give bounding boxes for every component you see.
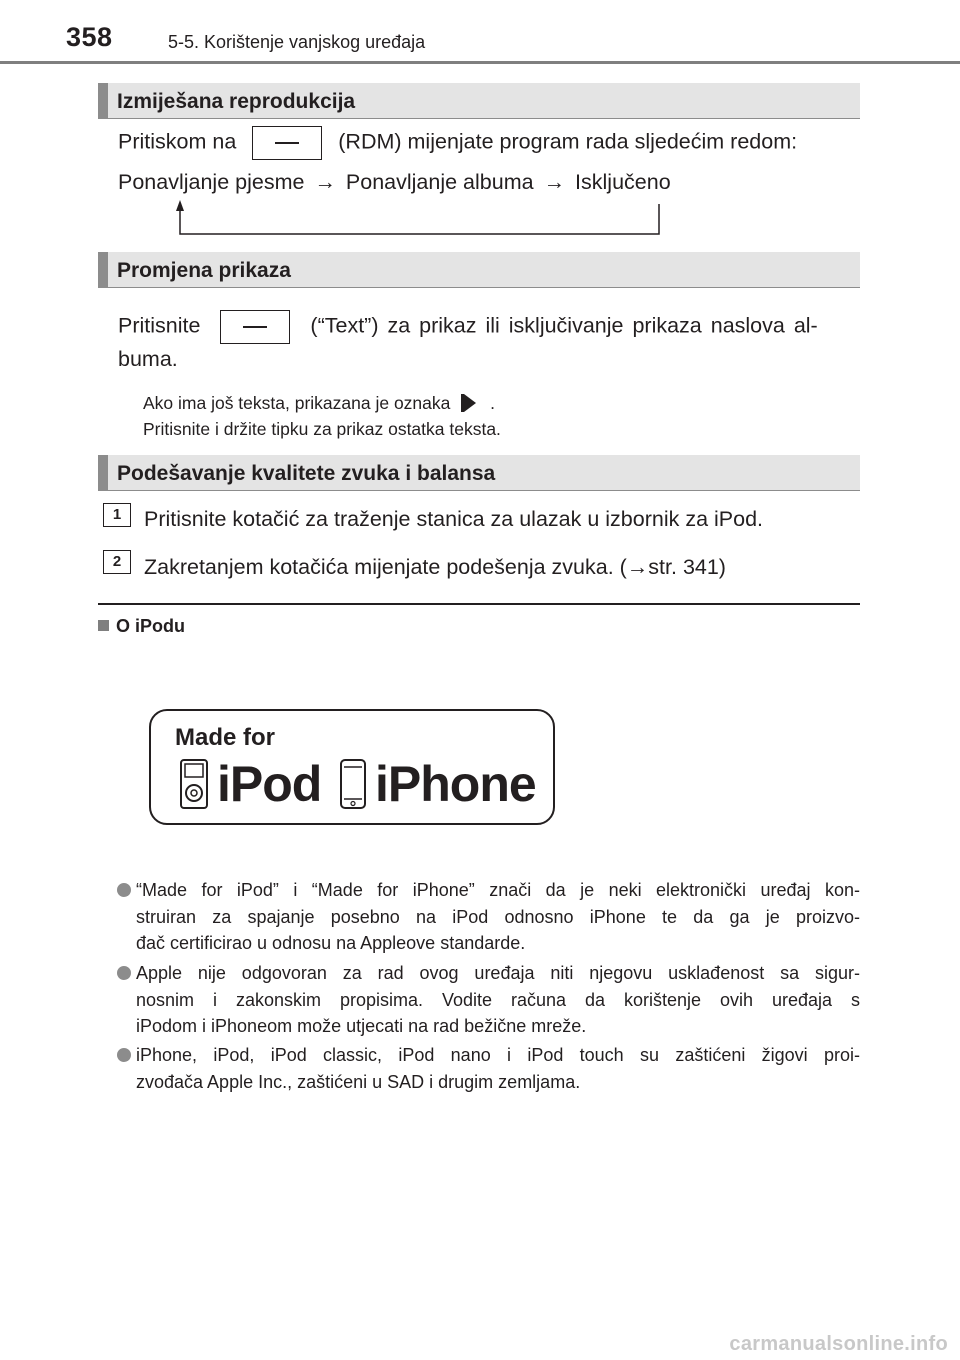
about-bullet-2: [136, 960, 860, 1040]
display-instruction-cont: buma.: [118, 347, 178, 371]
display-instruction-pre: Pritisnite: [118, 313, 201, 338]
iphone-device-icon: [339, 758, 367, 810]
made-for-ipod-iphone-logo: [149, 709, 555, 825]
bullet-dot-icon: [117, 966, 131, 980]
watermark: carmanualsonline.info: [729, 1333, 948, 1355]
about-bullet-3-line: iPhone, iPod, iPod classic, iPod nano i iPod touch su zaštićeni žigovi proi-: [136, 1045, 860, 1065]
shuffle-sequence: [118, 168, 671, 196]
rdm-key-icon: [252, 126, 322, 160]
logo-iphone: iPhone: [375, 756, 536, 812]
about-bullet-1-line: “Made for iPod” i “Made for iPhone” znači da je neki elektronički uređaj kon-: [136, 880, 860, 900]
display-note-1-post: .: [490, 393, 496, 413]
chapter-title: 5-5. Korištenje vanjskog uređaja: [168, 32, 426, 52]
step-number-1: 1: [103, 503, 131, 527]
sequence-arrow-icon: →: [314, 170, 336, 194]
about-bullet-2-line: nosnim i zakonskim propisima. Vodite računa da korištenje ovih uređaja s: [136, 989, 860, 1010]
about-ipod-heading-label: O iPodu: [116, 616, 185, 636]
section-heading-display: [98, 252, 860, 288]
sequence-arrow-icon: →: [543, 170, 566, 194]
shuffle-instruction: [118, 126, 797, 160]
display-note-1: [143, 392, 495, 414]
about-bullet-2-line: Apple nije odgovoran za rad ovog uređaja niti njegovu usklađenost sa sigur-: [136, 963, 860, 983]
about-bullet-1-line: struiran za spajanje posebno na iPod odnosno iPhone te da ga je proizvo-: [136, 906, 860, 927]
section-heading-display-label: Promjena prikaza: [117, 259, 291, 282]
step-1-text: Pritisnite kotačić za traženje stanica za ulazak u izbornik za iPod.: [144, 507, 764, 531]
ipod-device-icon: [179, 758, 209, 810]
logo-ipod: iPod: [217, 756, 322, 812]
logo-made-for: Made for: [175, 724, 276, 751]
section-divider: [98, 603, 860, 605]
shuffle-instruction-pre: Pritiskom na: [118, 129, 237, 154]
sequence-item-repeat-track: Ponavljanje pjesme: [118, 170, 305, 194]
about-bullet-1: [136, 877, 860, 957]
bullet-dot-icon: [117, 883, 131, 897]
bullet-dot-icon: [117, 1048, 131, 1062]
about-ipod-heading: [98, 616, 185, 637]
about-bullet-3-line: zvođača Apple Inc., zaštićeni u SAD i drugim zemljama.: [136, 1071, 581, 1092]
step-number-2: 2: [103, 550, 131, 574]
display-instruction: [118, 310, 860, 344]
display-instruction-post: (“Text”) za prikaz ili isključivanje prikaza naslova al-: [310, 313, 818, 338]
display-note-2: Pritisnite i držite tipku za prikaz ostatka teksta.: [143, 419, 501, 439]
page-number: 358: [66, 22, 113, 52]
about-bullet-1-line: đač certificirao u odnosu na Appleove standarde.: [136, 933, 526, 953]
square-bullet-icon: [98, 620, 109, 631]
about-bullet-3: [136, 1042, 860, 1095]
sequence-item-off: Isključeno: [575, 170, 671, 194]
about-bullet-2-line: iPodom i iPhoneom može utjecati na rad bežične mreže.: [136, 1016, 587, 1036]
display-note-1-pre: Ako ima još teksta, prikazana je oznaka: [143, 393, 451, 413]
section-heading-shuffle-label: Izmiješana reprodukcija: [117, 90, 356, 113]
sequence-item-repeat-album: Ponavljanje albuma: [345, 170, 534, 194]
more-text-marker-icon: [459, 392, 481, 414]
section-heading-sound-label: Podešavanje kvalitete zvuka i balansa: [117, 462, 496, 485]
header-divider: [0, 61, 960, 64]
shuffle-instruction-post: (RDM) mijenjate program rada sljedećim redom:: [338, 129, 798, 154]
section-heading-sound: [98, 455, 860, 491]
text-key-icon: [220, 310, 290, 344]
cycle-return-arrow-icon: [170, 198, 670, 240]
step-2-text: Zakretanjem kotačića mijenjate podešenja zvuka. (→str. 341): [144, 555, 726, 579]
section-heading-shuffle: [98, 83, 860, 119]
